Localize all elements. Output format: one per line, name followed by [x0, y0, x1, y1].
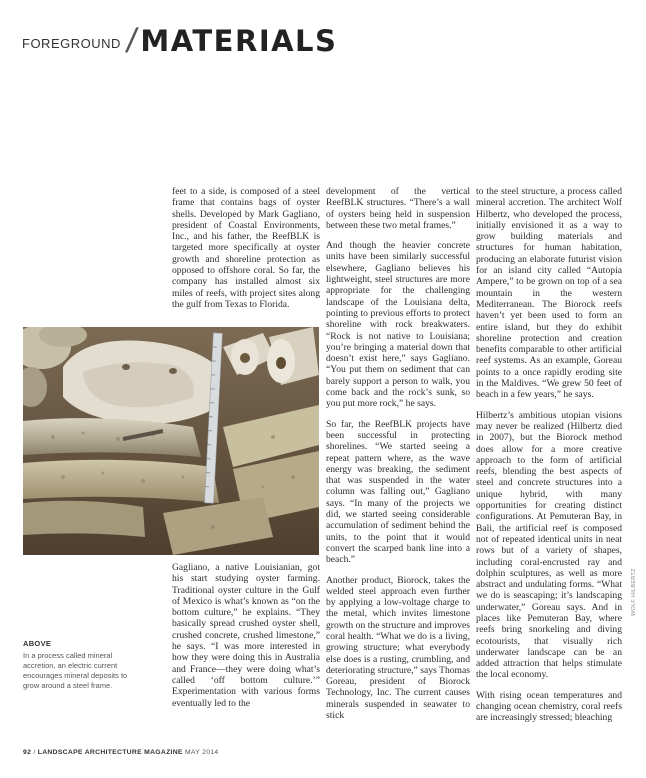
caption-heading: ABOVE — [23, 639, 52, 648]
magazine-name: LANDSCAPE ARCHITECTURE MAGAZINE — [37, 749, 183, 756]
paragraph: Hilbertz’s ambitious utopian visions may never be realized (Hilbertz died in 2007), but the Biorock method does allow for a more creative approach to the form of artificial reefs, blending the best aspects of steel and concrete structures into a unique hybrid, with many opportunities for creating distinct configurations. At Pemuteran Bay, in Bali, the artificial reef is composed not of repeated identical units in neat rows but of a variety of shapes, including coral-encrusted ray and dolphin sculptures, as well as more abstract and undulating forms. “What we do is seascaping; it’s landscaping underwater,” Goreau says. And in places like Pemuteran Bay, where reefs bring snorkeling and diving ecotourists, that visually rich underwater landscape can be an added attraction that helps stimulate the local economy. — [476, 409, 622, 681]
page-header — [22, 22, 337, 58]
paragraph: feet to a side, is composed of a steel frame that contains bags of oyster shells. Developed by Mark Gagliano, president of Coastal Environments, Inc., and his father, the ReefBLK is targeted more specifically at oyster growth and shoreline protection as opposed to offshore coral. So far, the company has installed almost six miles of reefs, with project sites along the gulf from Texas to Florida. — [172, 186, 320, 310]
article-column-2 — [326, 186, 470, 730]
paragraph: So far, the ReefBLK projects have been successful in protecting shorelines. “We started seeing a repeat pattern where, as the wave energy was breaking, the sediment that was suspended in the water column was falling out,” Gagliano says. “In many of the projects we did, we started seeing considerable accumulation of sediment behind the units, to the point that it would convert the scarped bank line into a beach.” — [326, 418, 470, 566]
issue-date: MAY 2014 — [184, 749, 219, 756]
photo-credit: WOLF HILBERTZ — [631, 568, 637, 616]
paragraph: to the steel structure, a process called mineral accretion. The architect Wolf Hilbertz, who developed the process, initially envisioned it as a way to grow building materials and structures for human habitation, producing an elaborate futurist vision for an island city called “Autopia Ampere,” to be grown on top of a sea mountain in the western Mediterranean. The Biorock reefs haven’t yet been used to form an entire island, but they do exhibit shoreline protection and creation benefits comparable to other artificial reef systems. As an example, Goreau points to a once rapidly eroding site in the Maldives. “We grew 50 feet of beach in a few years,” he says. — [476, 186, 622, 401]
paragraph: development of the vertical ReefBLK structures. “There’s a wall of oysters being held in suspension between these two metal frames.” — [326, 186, 470, 231]
page-footer — [23, 749, 218, 756]
paragraph: Another product, Biorock, takes the welded steel approach even further by applying a low-voltage charge to the metal, which invites limestone growth on the structure and improves coral health. “What we do is a living, growing structure; what everybody else does is a rusting, crumbling, and deteriorating structure,” says Thomas Goreau, president of Biorock Technology, Inc. The current causes minerals suspended in seawater to stick — [326, 574, 470, 722]
paragraph: And though the heavier concrete units have been similarly successful elsewhere, Gagliano believes his lightweight, steel structures are more appropriate for the challenging landscape of the Louisiana delta, pointing to previous efforts to protect shoreline with rock breakwaters. “Rock is not native to Louisiana; you’re bringing a material down that doesn’t exist here,” says Gagliano. “You put them on sediment that can barely support a person to walk, you come back and the rock’s sunk, so you put more rock,” he says. — [326, 240, 470, 410]
article-column-1-bottom — [172, 562, 320, 718]
paragraph: Gagliano, a native Louisianian, got his start studying oyster farming. Traditional oyster culture in the Gulf of Mexico is what’s known as “on the bottom culture,” he explains. “They basically spread crushed oyster shell, crushed concrete, crushed limestone,” he says. “I was more interested in how they were doing this in Australia and France—they were doing what’s called ‘off bottom culture.’” Experimentation with various forms eventually led to the — [172, 562, 320, 709]
reef-photo — [23, 327, 319, 555]
article-column-1-top — [172, 186, 320, 319]
footer-separator: / — [33, 749, 38, 756]
photo-caption — [23, 639, 141, 691]
caption-text: In a process called mineral accretion, an electric current encourages mineral deposits to grow around a steel frame. — [23, 651, 128, 690]
header-slash: / — [123, 22, 140, 60]
page-number: 92 — [23, 749, 32, 756]
article-column-3 — [476, 186, 622, 733]
page-title: MATERIALS — [140, 24, 338, 58]
section-label: FOREGROUND — [22, 36, 121, 51]
paragraph: With rising ocean temperatures and changing ocean chemistry, coral reefs are increasingly stressed; bleaching — [476, 689, 622, 724]
